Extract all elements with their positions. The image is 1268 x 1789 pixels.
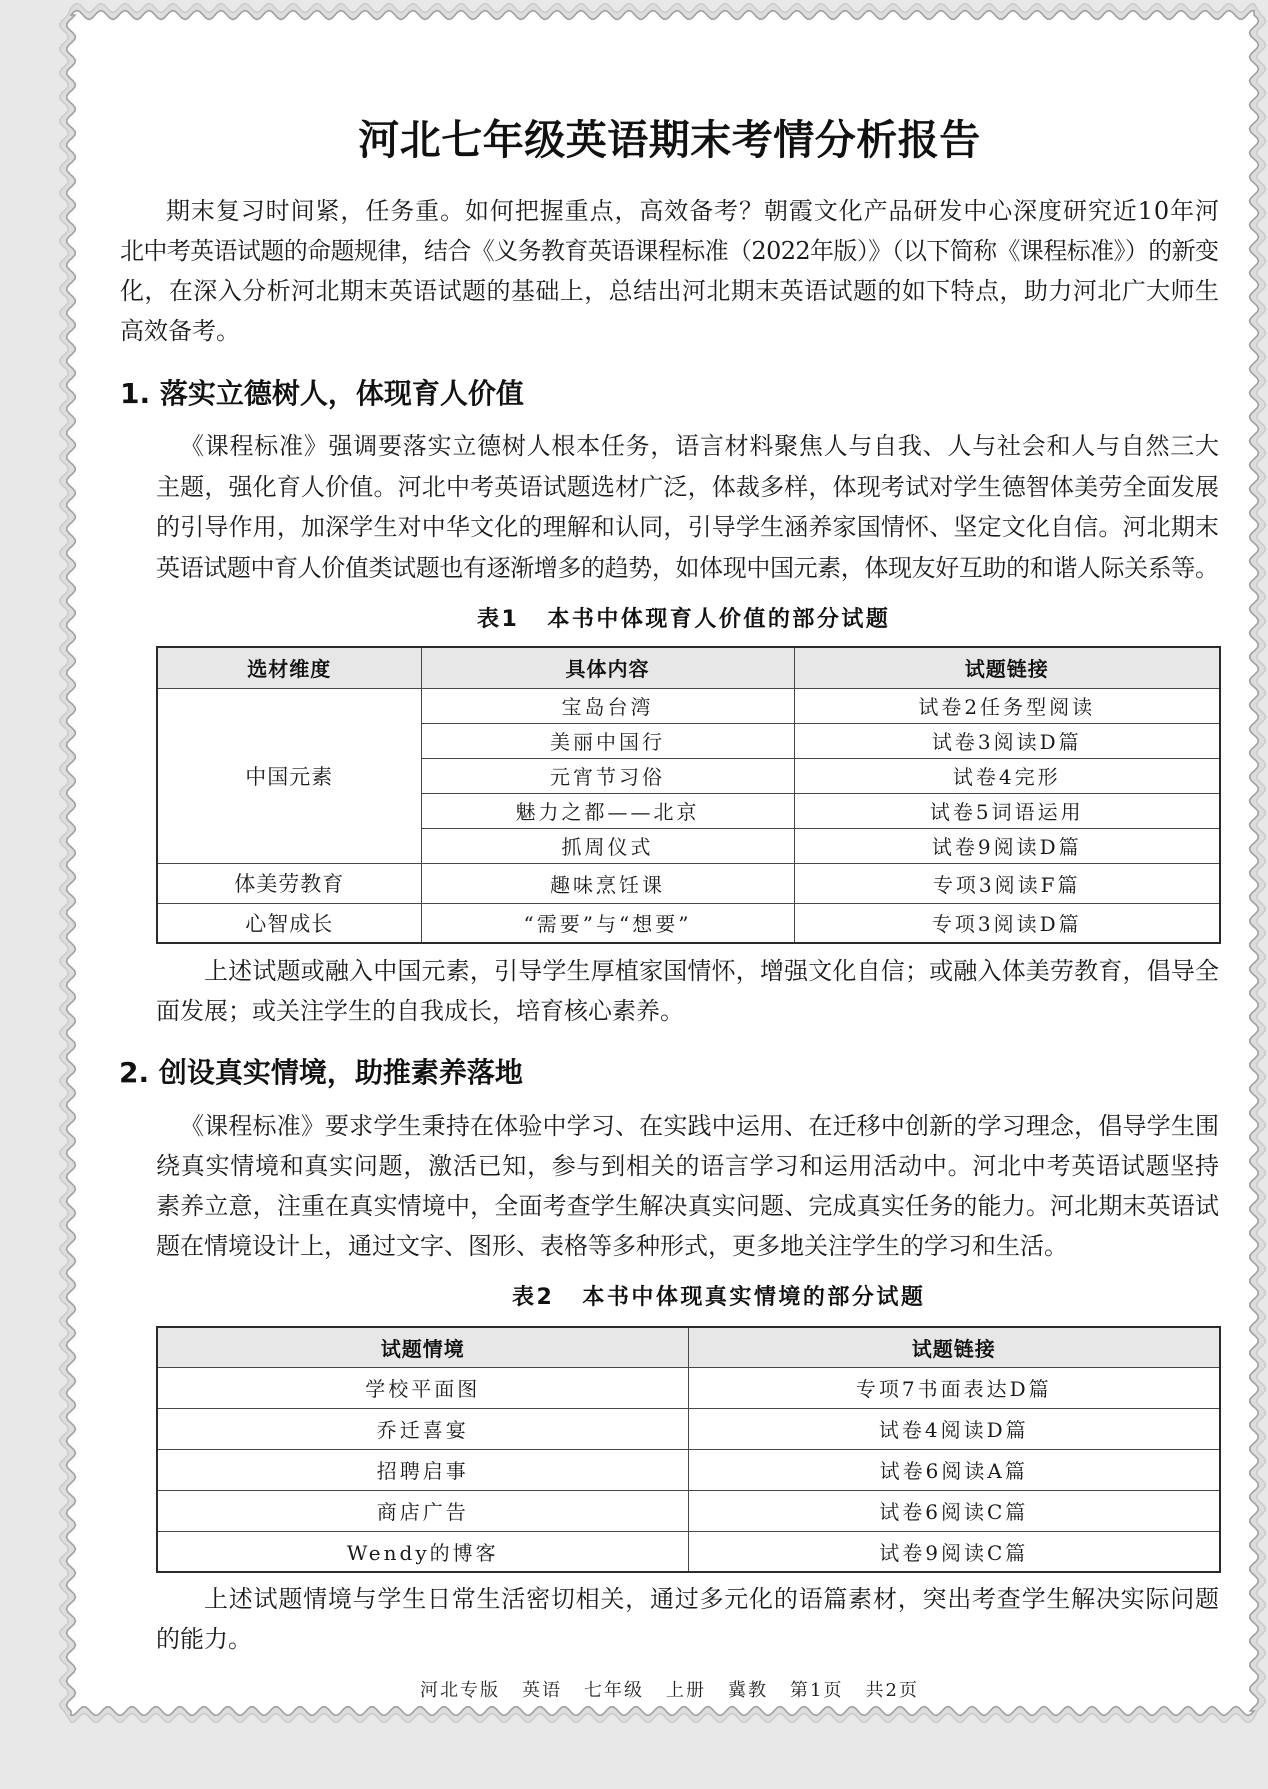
link-cell: 试卷3阅读D篇 [794, 723, 1220, 758]
link-cell: 试卷6阅读C篇 [688, 1490, 1220, 1531]
table-header-cell: 选材维度 [157, 647, 421, 688]
table-1-title: 本书中体现育人价值的部分试题 [547, 607, 891, 632]
link-cell: 专项3阅读F篇 [794, 863, 1220, 903]
paragraph-line-text: 期末复习时间紧，任务重。如何把握重点，高效备考？朝霞文化产品研发中心深度研究近10年河 [166, 197, 1220, 225]
link-cell: 试卷9阅读C篇 [688, 1531, 1220, 1572]
paragraph-line-text: 题在情境设计上，通过文字、图形、表格等多种形式，更多地关注学生的学习和生活。 [156, 1232, 1068, 1260]
category-cell: 中国元素 [157, 688, 421, 863]
paragraph-line [156, 1106, 1219, 1146]
table-row [157, 1367, 1220, 1408]
footer-volume: 上册 [666, 1680, 707, 1701]
paragraph-line-text: 北中考英语试题的命题规律，结合《义务教育英语课程标准（2022年版）》（以下简称《课程标准》）的新变 [120, 237, 1219, 265]
paragraph-line-text: 化，在深入分析河北期末英语试题的基础上，总结出河北期末英语试题的如下特点，助力河北广大师生 [120, 277, 1220, 305]
paragraph-line [156, 1186, 1219, 1226]
paragraph-line-text: 面发展；或关注学生的自我成长，培育核心素养。 [156, 997, 684, 1025]
link-cell: 试卷4完形 [794, 758, 1220, 793]
footer-page-number: 第1页 [790, 1680, 844, 1701]
table-row [157, 688, 1220, 723]
page-title: 河北七年级英语期末考情分析报告 [358, 116, 981, 164]
link-cell: 专项7书面表达D篇 [688, 1367, 1220, 1408]
section-1-summary [156, 951, 1219, 1031]
table-row [157, 1490, 1220, 1531]
content-cell: 宝岛台湾 [421, 688, 794, 723]
paragraph-line-text: 素养立意，注重在真实情境中，全面考查学生解决真实问题、完成真实任务的能力。河北期末英语试 [156, 1192, 1220, 1220]
footer-edition: 河北专版 [420, 1680, 501, 1701]
paragraph-line-text: 《课程标准》要求学生秉持在体验中学习、在实践中运用、在迁移中创新的学习理念，倡导学生围 [180, 1112, 1220, 1140]
content-cell: 抓周仪式 [421, 828, 794, 863]
paragraph-line [120, 191, 1219, 231]
link-cell: 试卷6阅读A篇 [688, 1449, 1220, 1490]
paragraph-line-text: 绕真实情境和真实问题，激活已知，参与到相关的语言学习和运用活动中。河北中考英语试题坚持 [156, 1152, 1220, 1180]
scenario-cell: Wendy的博客 [157, 1531, 688, 1572]
paragraph-line [156, 1146, 1219, 1186]
scenario-cell: 招聘启事 [157, 1449, 688, 1490]
table-header-cell: 试题链接 [688, 1327, 1220, 1367]
table-row [157, 1531, 1220, 1572]
table-row [157, 903, 1220, 943]
paragraph-line [156, 507, 1219, 548]
footer-publisher: 冀教 [728, 1680, 769, 1701]
link-cell: 试卷4阅读D篇 [688, 1408, 1220, 1449]
paragraph-line-text: 上述试题或融入中国元素，引导学生厚植家国情怀，增强文化自信；或融入体美劳教育，倡导全 [204, 957, 1220, 985]
link-cell: 试卷9阅读D篇 [794, 828, 1220, 863]
section-1-paragraph [156, 426, 1219, 588]
table-header-row [157, 647, 1220, 688]
footer-subject: 英语 [522, 1680, 563, 1701]
paragraph-line [156, 1226, 1219, 1266]
table-row [157, 863, 1220, 903]
content-cell: 趣味烹饪课 [421, 863, 794, 903]
table-header-cell: 试题链接 [794, 647, 1220, 688]
table-1 [156, 646, 1221, 944]
paragraph-line-text: 《课程标准》强调要落实立德树人根本任务，语言材料聚焦人与自我、人与社会和人与自然三大 [180, 432, 1220, 460]
paragraph-line [120, 231, 1219, 271]
page-footer [120, 1678, 1219, 1704]
paragraph-line [156, 951, 1219, 991]
footer-grade: 七年级 [584, 1680, 645, 1701]
paragraph-line-text: 的能力。 [156, 1625, 252, 1653]
section-heading-1: 1. 落实立德树人，体现育人价值 [120, 377, 524, 410]
table-1-label: 表1 [477, 607, 520, 632]
table-header-row [157, 1327, 1220, 1367]
table-row [157, 1449, 1220, 1490]
intro-paragraph [120, 191, 1219, 351]
paragraph-line [156, 991, 1219, 1031]
paragraph-line [156, 426, 1219, 467]
paragraph-line-text: 的引导作用，加深学生对中华文化的理解和认同，引导学生涵养家国情怀、坚定文化自信。河北期末 [156, 513, 1220, 541]
paragraph-line [156, 1619, 1219, 1659]
link-cell: 试卷5词语运用 [794, 793, 1220, 828]
content-cell: 美丽中国行 [421, 723, 794, 758]
paragraph-line [120, 311, 1219, 351]
paragraph-line [156, 1579, 1219, 1619]
table-2-label: 表2 [512, 1285, 555, 1310]
paragraph-line-text: 英语试题中育人价值类试题也有逐渐增多的趋势，如体现中国元素，体现友好互助的和谐人际关系等。 [156, 553, 1219, 582]
paragraph-line-text: 上述试题情境与学生日常生活密切相关，通过多元化的语篇素材，突出考查学生解决实际问题 [204, 1585, 1220, 1613]
category-cell: 体美劳教育 [157, 863, 421, 903]
table-header-cell: 试题情境 [157, 1327, 688, 1367]
table-2 [156, 1326, 1221, 1573]
category-cell: 心智成长 [157, 903, 421, 943]
section-heading-2: 2. 创设真实情境，助推素养落地 [119, 1056, 523, 1089]
section-2-summary [156, 1579, 1219, 1659]
paragraph-line [120, 271, 1219, 311]
table-row [157, 1408, 1220, 1449]
link-cell: 专项3阅读D篇 [794, 903, 1220, 943]
table-2-caption [512, 1282, 925, 1314]
paragraph-line [156, 548, 1219, 589]
content-cell: “需要”与“想要” [421, 903, 794, 943]
table-header-cell: 具体内容 [421, 647, 794, 688]
paragraph-line-text: 主题，强化育人价值。河北中考英语试题选材广泛，体裁多样，体现考试对学生德智体美劳全面发展 [156, 472, 1220, 501]
content-cell: 元宵节习俗 [421, 758, 794, 793]
scenario-cell: 学校平面图 [157, 1367, 688, 1408]
content-cell: 魅力之都——北京 [421, 793, 794, 828]
table-2-title: 本书中体现真实情境的部分试题 [582, 1285, 926, 1310]
section-2-paragraph [156, 1106, 1219, 1266]
table-1-caption [477, 604, 890, 636]
scenario-cell: 商店广告 [157, 1490, 688, 1531]
footer-page-total: 共2页 [865, 1680, 919, 1701]
paragraph-line [156, 467, 1219, 508]
link-cell: 试卷2任务型阅读 [794, 688, 1220, 723]
paragraph-line-text: 高效备考。 [120, 317, 240, 345]
scenario-cell: 乔迁喜宴 [157, 1408, 688, 1449]
